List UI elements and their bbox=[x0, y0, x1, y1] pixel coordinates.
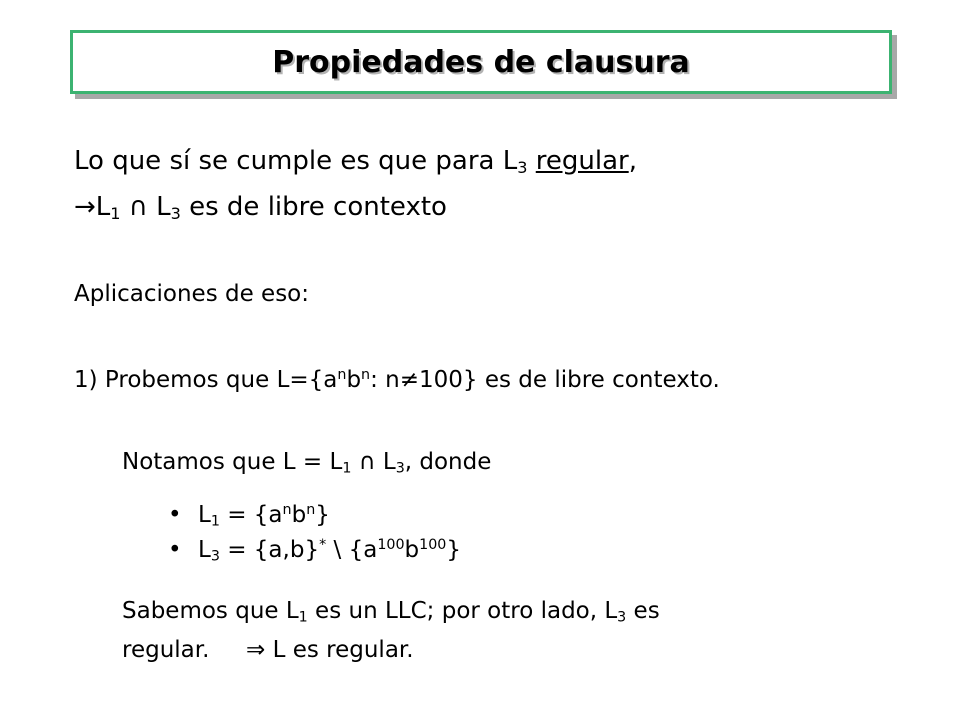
regular-underlined: regular bbox=[535, 146, 629, 176]
subscript-1: 1 bbox=[110, 204, 121, 224]
space bbox=[527, 146, 535, 176]
symbol-b: b bbox=[346, 367, 362, 393]
kleene-star: * bbox=[319, 537, 327, 554]
superscript-n: n bbox=[337, 367, 347, 384]
right-arrow-icon: → bbox=[74, 192, 96, 222]
close-brace: } bbox=[315, 502, 330, 528]
intersection-icon: ∩ L bbox=[351, 449, 396, 475]
bullet-item-1 bbox=[168, 502, 330, 530]
intro-line-1-text: Lo que sí se cumple es que para L bbox=[74, 146, 518, 176]
conclusion-mid: es un LLC; por otro lado, L bbox=[307, 598, 618, 624]
subscript-3: 3 bbox=[210, 548, 220, 565]
subscript-3: 3 bbox=[517, 158, 528, 178]
bullet-1-eq: = {a bbox=[219, 502, 283, 528]
subscript-3: 3 bbox=[617, 609, 627, 626]
implies-icon: ⇒ bbox=[245, 637, 266, 663]
symbol-L3: L bbox=[198, 537, 211, 563]
bullet-item-2 bbox=[168, 537, 461, 565]
symbol-b: b bbox=[291, 502, 307, 528]
conclusion-tail: es bbox=[626, 598, 660, 624]
bullet-2-mid: \ {a bbox=[326, 537, 378, 563]
title-box bbox=[70, 30, 892, 94]
conclusion-line-2 bbox=[122, 637, 414, 663]
symbol-L1: L bbox=[95, 192, 111, 222]
slide-title: Propiedades de clausura bbox=[272, 44, 690, 80]
superscript-100: 100 bbox=[377, 537, 405, 554]
intersection-icon: ∩ bbox=[120, 192, 157, 222]
superscript-n: n bbox=[306, 502, 316, 519]
bullet-icon: • bbox=[168, 537, 182, 563]
conclusion-line-1 bbox=[122, 598, 660, 626]
subscript-1: 1 bbox=[210, 513, 220, 530]
symbol-L3: L bbox=[156, 192, 171, 222]
notamos-tail: , donde bbox=[404, 449, 492, 475]
example-1-tail: : n≠100} es de libre contexto. bbox=[370, 367, 720, 393]
comma: , bbox=[628, 146, 637, 176]
conclusion-line-2-tail: L es regular. bbox=[265, 637, 414, 663]
close-brace: } bbox=[446, 537, 461, 563]
intro-line-2-text: es de libre contexto bbox=[180, 192, 447, 222]
subscript-3: 3 bbox=[170, 204, 181, 224]
notamos-line bbox=[122, 449, 491, 477]
superscript-n: n bbox=[361, 367, 371, 384]
intro-line-2 bbox=[74, 192, 447, 223]
applications-heading: Aplicaciones de eso: bbox=[74, 281, 309, 307]
notamos-text: Notamos que L = L bbox=[122, 449, 343, 475]
example-1 bbox=[74, 367, 720, 393]
symbol-b: b bbox=[404, 537, 420, 563]
subscript-3: 3 bbox=[395, 460, 405, 477]
example-1-text: 1) Probemos que L={a bbox=[74, 367, 338, 393]
bullet-2-eq: = {a,b} bbox=[219, 537, 320, 563]
superscript-n: n bbox=[282, 502, 292, 519]
conclusion-text: Sabemos que L bbox=[122, 598, 299, 624]
bullet-icon: • bbox=[168, 502, 182, 528]
superscript-100: 100 bbox=[419, 537, 447, 554]
subscript-1: 1 bbox=[342, 460, 352, 477]
conclusion-line-2-text: regular. bbox=[122, 637, 246, 663]
subscript-1: 1 bbox=[298, 609, 308, 626]
symbol-L1: L bbox=[198, 502, 211, 528]
intro-line-1 bbox=[74, 146, 637, 177]
